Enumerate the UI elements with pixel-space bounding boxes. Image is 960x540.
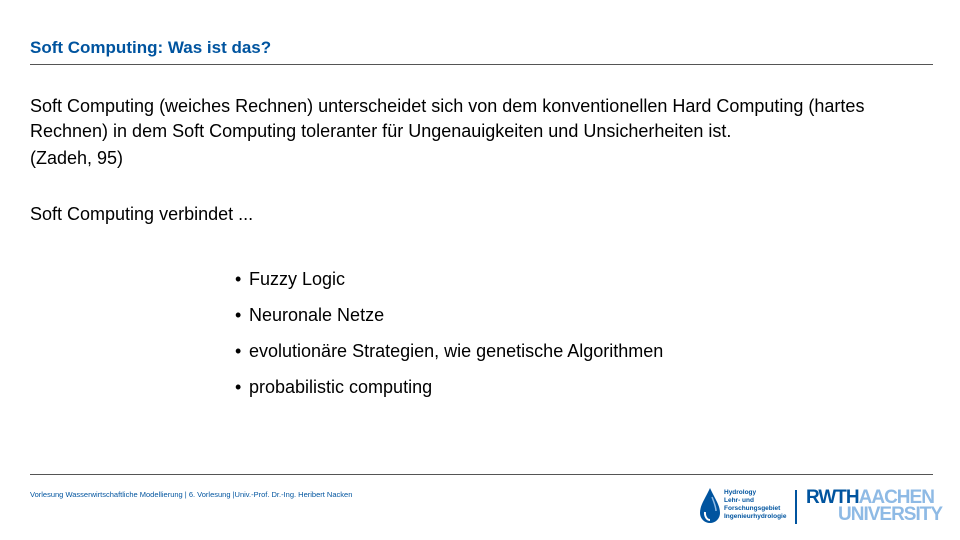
bullet-list <box>235 266 663 410</box>
logo-divider <box>795 490 797 524</box>
slide-title: Soft Computing: Was ist das? <box>30 38 272 57</box>
rwth-logo-part: RWTH <box>806 487 859 508</box>
bullet-label: Fuzzy Logic <box>249 269 346 289</box>
bullet-icon: • <box>235 341 242 361</box>
list-item <box>235 266 663 302</box>
list-item <box>235 338 663 374</box>
hydrology-logo <box>698 487 793 527</box>
definition-paragraph: Soft Computing (weiches Rechnen) unterscheidet sich von dem konventionellen Hard Computing (hartes Rechnen) in dem Soft Computing toleranter für Ungenauigkeiten und Unsicherheiten ist. <box>30 96 865 141</box>
hydrology-logo-line: Lehr- und <box>724 497 754 504</box>
rwth-logo-part: AACHEN <box>858 487 934 508</box>
rwth-logo <box>806 487 943 526</box>
citation: (Zadeh, 95) <box>30 148 124 168</box>
bullet-icon: • <box>235 269 242 289</box>
hydrology-logo-line: Forschungsgebiet <box>724 505 781 512</box>
hydrology-logo-line: Ingenieurhydrologie <box>724 513 787 520</box>
list-item <box>235 374 663 410</box>
footer-divider <box>30 474 933 475</box>
water-drop-icon <box>698 487 722 527</box>
bullet-icon: • <box>235 305 242 325</box>
title-divider <box>30 64 933 65</box>
footer-text: Vorlesung Wasserwirtschaftliche Modellierung | 6. Vorlesung |Univ.-Prof. Dr.-Ing. Heribert Nacken <box>30 490 353 499</box>
bullet-label: Neuronale Netze <box>249 305 385 325</box>
hydrology-logo-line: Hydrology <box>724 489 757 496</box>
intro-text: Soft Computing verbindet ... <box>30 204 254 224</box>
list-item <box>235 302 663 338</box>
rwth-logo-part: UNIVERSITY <box>838 504 943 525</box>
bullet-label: probabilistic computing <box>249 377 433 397</box>
bullet-label: evolutionäre Strategien, wie genetische Algorithmen <box>249 341 664 361</box>
bullet-icon: • <box>235 377 242 397</box>
